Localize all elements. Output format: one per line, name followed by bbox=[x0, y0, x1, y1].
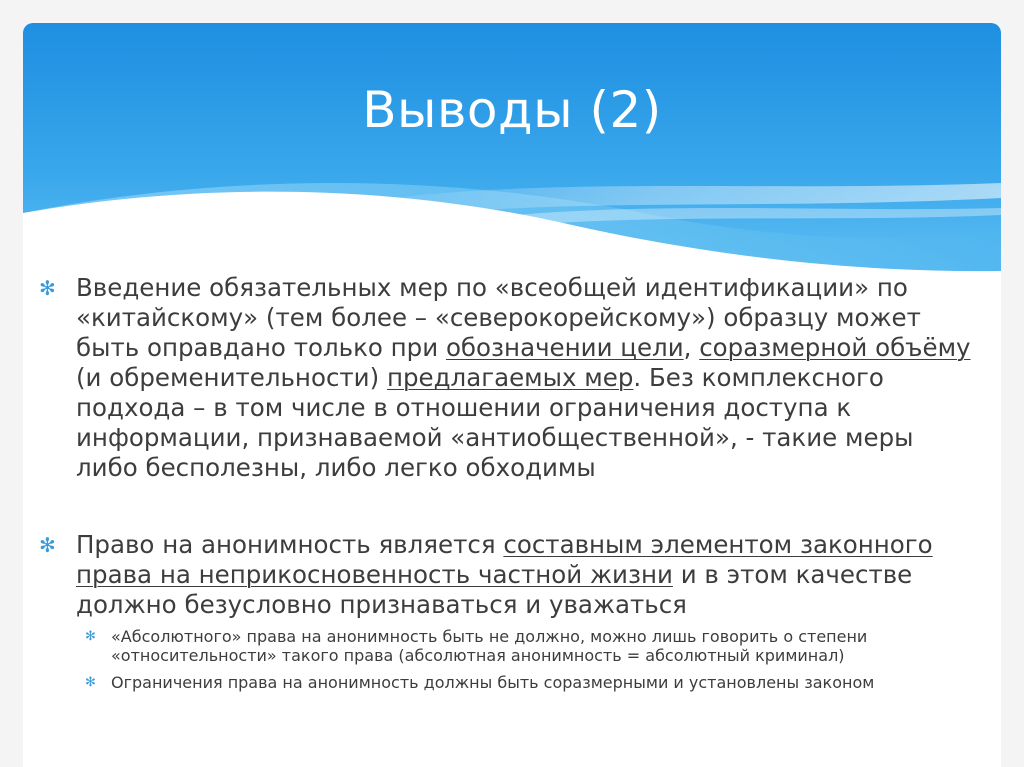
asterisk-sub-bullet-icon: ✻ bbox=[85, 629, 96, 644]
bullet-1-mid: (и обременительности) bbox=[76, 363, 387, 392]
bullet-2 bbox=[39, 530, 981, 620]
bullet-1-link-measures: предлагаемых мер bbox=[386, 363, 634, 392]
sub-bullet-1 bbox=[85, 627, 981, 665]
sub-bullet-2 bbox=[85, 673, 981, 692]
bullet-2-link-element: составным элементом законного права на неприкосновенность частной жизни bbox=[76, 530, 933, 589]
header-wave-background bbox=[23, 23, 1001, 303]
bullet-2-end: и в этом качестве должно безусловно признаваться и уважаться bbox=[76, 560, 913, 619]
asterisk-bullet-icon: ✻ bbox=[39, 276, 56, 300]
bullet-1-link-proportional: соразмерной объёму bbox=[699, 333, 971, 362]
slide-title: Выводы (2) bbox=[362, 81, 662, 139]
asterisk-sub-bullet-icon: ✻ bbox=[85, 675, 96, 690]
slide bbox=[23, 23, 1001, 767]
sub-bullet-1-text: «Абсолютного» права на анонимность быть не должно, можно лишь говорить о степени «относительности» такого права (абсолютная анонимность = абсолютный криминал) bbox=[111, 627, 868, 665]
bullet-1-text: Введение обязательных мер по «всеобщей идентификации» по «китайскому» (тем более – «северокорейскому») образцу может быть оправдано только при bbox=[76, 273, 921, 362]
bullet-1-sep: , bbox=[683, 333, 700, 362]
sub-bullet-2-text: Ограничения права на анонимность должны быть соразмерными и установлены законом bbox=[111, 673, 875, 692]
bullet-1-end: . Без комплексного подхода – в том числе в отношении ограничения доступа к информации, признаваемой «антиобщественной», - такие меры либо бесполезны, либо легко обходимы bbox=[76, 363, 914, 482]
bullet-2-text: Право на анонимность является bbox=[76, 530, 504, 559]
bullet-1-link-goal: обозначении цели bbox=[445, 333, 684, 362]
bullet-1 bbox=[39, 273, 981, 483]
asterisk-bullet-icon: ✻ bbox=[39, 533, 56, 557]
